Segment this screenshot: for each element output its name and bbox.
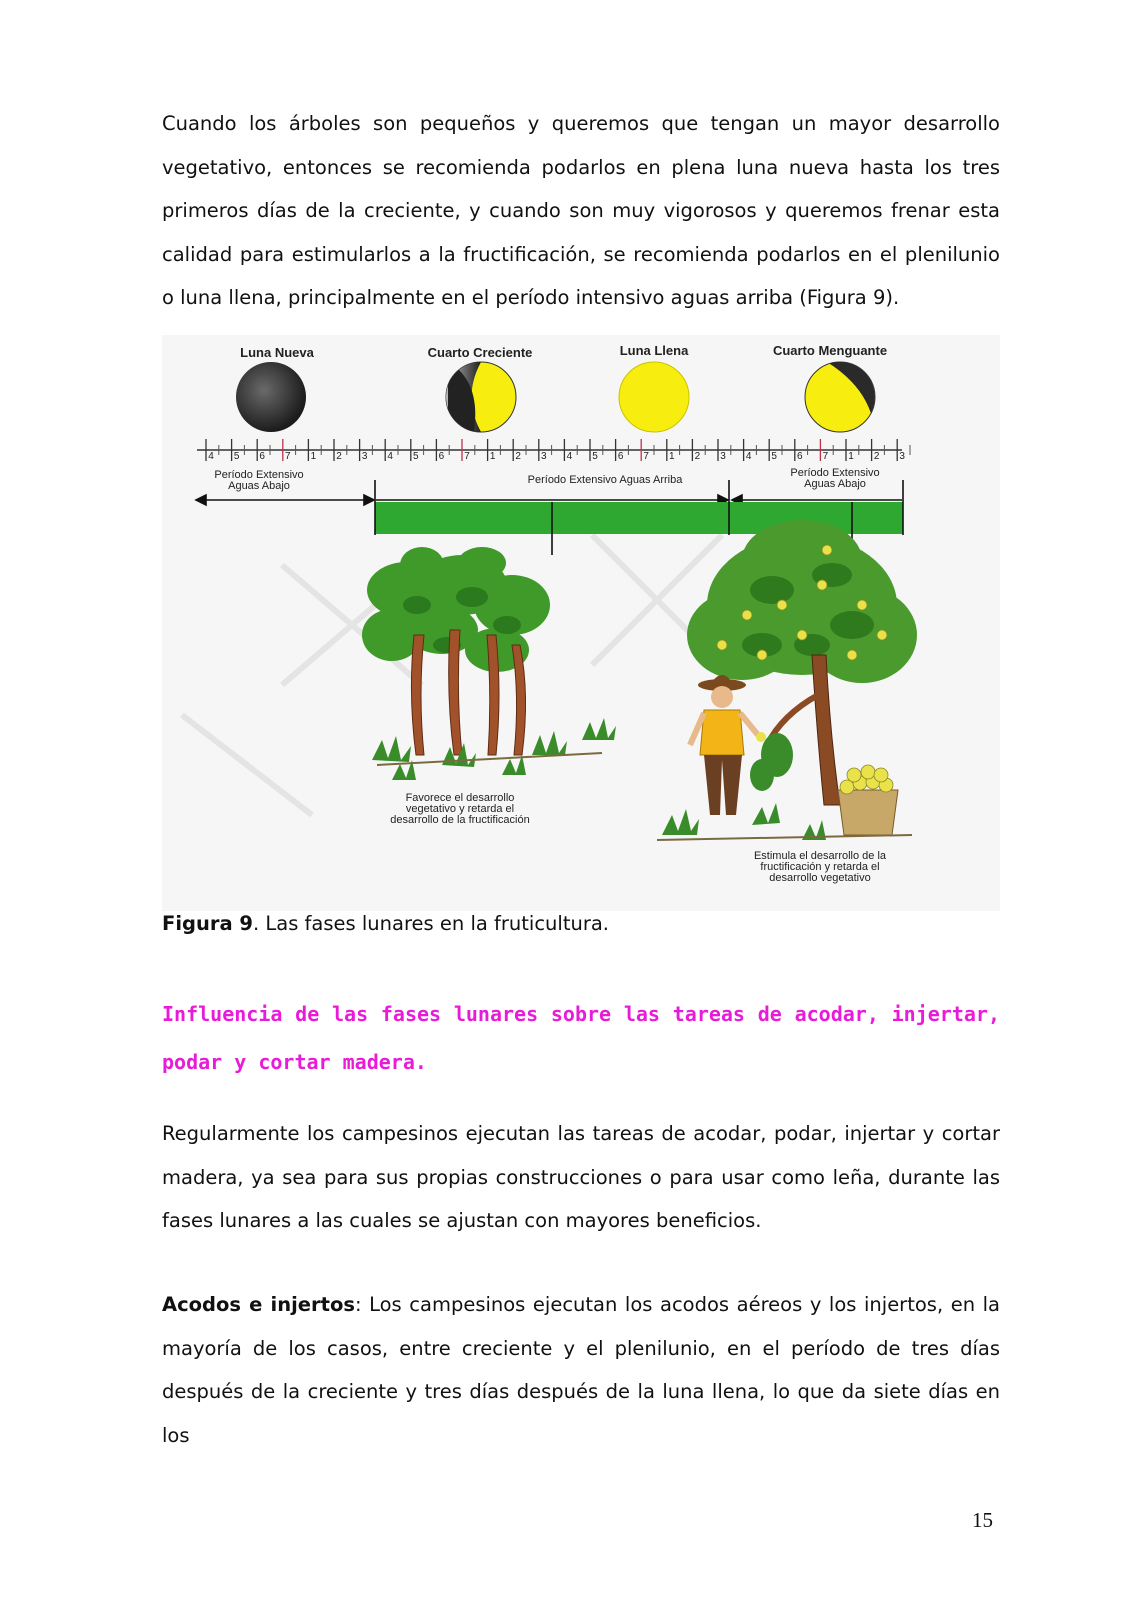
ruler-number: 4 xyxy=(566,451,573,462)
ruler-number: 4 xyxy=(387,451,393,462)
page-number: 15 xyxy=(972,1508,993,1532)
ruler-number: 2 xyxy=(336,451,342,462)
full-moon-icon xyxy=(619,362,689,432)
ruler-number: 2 xyxy=(873,451,880,462)
ruler-number: 3 xyxy=(720,451,726,462)
phase-label-last-quarter: Cuarto Menguante xyxy=(772,343,888,358)
note-right-line2: fructificación y retarda el xyxy=(760,861,880,873)
period-middle-label: Período Extensivo Aguas Arriba xyxy=(527,474,683,486)
period-left-line1: Período Extensivo xyxy=(214,469,304,481)
note-left-line3: desarrollo de la fructificación xyxy=(390,814,530,826)
note-left-line1: Favorece el desarrollo xyxy=(405,792,515,804)
note-left-line2: vegetativo y retarda el xyxy=(405,803,515,815)
ruler-number: 2 xyxy=(694,451,701,462)
ruler-number: 6 xyxy=(259,451,265,462)
phase-label-new-moon: Luna Nueva xyxy=(240,345,314,360)
note-right-line1: Estimula el desarrollo de la xyxy=(753,850,887,862)
figure-caption-text: . Las fases lunares en la fruticultura. xyxy=(252,912,610,935)
phase-label-full-moon: Luna Llena xyxy=(619,343,689,358)
figure-caption xyxy=(162,912,609,935)
section-heading: Influencia de las fases lunares sobre las tareas de acodar, injertar, podar y cortar madera. xyxy=(162,1002,1000,1074)
ruler-number: 6 xyxy=(438,451,445,462)
period-right-line2: Aguas Abajo xyxy=(804,478,866,490)
ruler-number: 6 xyxy=(617,451,624,462)
body-paragraph-tasks: Regularmente los campesinos ejecutan las tareas de acodar, podar, injertar y cortar madera, ya sea para sus propias construcciones o para usar como leña, durante las fases lunares a las cuales se ajustan con mayores beneficios. xyxy=(162,1122,1000,1232)
first-quarter-moon-icon xyxy=(446,362,516,432)
new-moon-icon xyxy=(236,362,306,432)
intro-paragraph: Cuando los árboles son pequeños y queremos que tengan un mayor desarrollo vegetativo, entonces se recomienda podarlos en plena luna nueva hasta los tres primeros días de la creciente, y cuando son muy vigorosos y queremos frenar esta calidad para estimularlos a la fructificación, se recomienda podarlos en el plenilunio o luna llena, principalmente en el período intensivo aguas arriba (Figura 9). xyxy=(162,112,1000,309)
period-right-line1: Período Extensivo xyxy=(790,467,880,479)
ruler-number: 7 xyxy=(285,451,291,462)
ruler-number: 5 xyxy=(413,451,419,462)
ruler-number: 1 xyxy=(669,451,675,462)
grafts-text: : Los campesinos ejecutan los acodos aéreos y los injertos, en la mayoría de los casos, entre creciente y el plenilunio, en el período de tres días después de la creciente y tres días después de la luna llena, lo que da siete días en los xyxy=(162,1293,1000,1447)
ruler-number: 3 xyxy=(541,451,547,462)
ruler-number: 6 xyxy=(797,451,803,462)
phase-label-first-quarter: Cuarto Creciente xyxy=(427,345,533,360)
ruler-number: 5 xyxy=(233,451,240,462)
ruler-number: 3 xyxy=(899,451,905,462)
ruler-number: 7 xyxy=(643,451,649,462)
ruler-number: 7 xyxy=(822,451,829,462)
ruler-number: 4 xyxy=(745,451,752,462)
note-right-line3: desarrollo vegetativo xyxy=(769,872,871,884)
ruler-number: 7 xyxy=(464,451,470,462)
ruler-number: 5 xyxy=(771,451,777,462)
ruler-number: 5 xyxy=(592,451,598,462)
ruler-number: 3 xyxy=(361,451,368,462)
ruler-number: 1 xyxy=(489,451,496,462)
ruler-number: 1 xyxy=(310,451,317,462)
ruler-number: 1 xyxy=(848,451,854,462)
figure-caption-label: Figura 9 xyxy=(162,912,253,935)
ruler-number: 2 xyxy=(515,451,521,462)
lunar-phases-figure xyxy=(162,335,1000,911)
ruler-number: 4 xyxy=(208,451,214,462)
grafts-label: Acodos e injertos xyxy=(162,1293,355,1316)
period-left-line2: Aguas Abajo xyxy=(228,480,290,492)
body-paragraph-grafts xyxy=(162,1283,1000,1457)
